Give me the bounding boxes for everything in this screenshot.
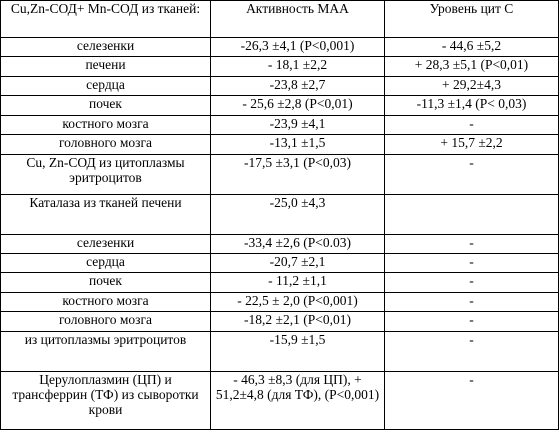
- cyt-c-value: + 15,7 ±2,2: [385, 135, 559, 154]
- header-cyt-c-level: Уровень цит С: [385, 1, 559, 38]
- header-maa-activity: Активность МАА: [211, 1, 385, 38]
- maa-value: - 18,1 ±2,2: [211, 57, 385, 76]
- row-label: селезенки: [1, 234, 211, 253]
- table-row: [1, 76, 559, 95]
- cyt-c-value: -: [385, 292, 559, 311]
- row-label: почек: [1, 96, 211, 115]
- table-row: [1, 135, 559, 154]
- cyt-c-value: -: [385, 273, 559, 292]
- header-enzyme-source: Cu,Zn-СОД+ Mn-СОД из тканей:: [1, 1, 211, 38]
- row-label: Cu, Zn-СОД из цитоплазмы эритроцитов: [1, 154, 211, 194]
- table-row: [1, 194, 559, 234]
- maa-value: - 22,5 ± 2,0 (P<0,001): [211, 292, 385, 311]
- cyt-c-value: -: [385, 234, 559, 253]
- row-label: сердца: [1, 253, 211, 272]
- table-row: [1, 154, 559, 194]
- cyt-c-value: -: [385, 253, 559, 272]
- cyt-c-value: -: [385, 154, 559, 194]
- row-label: головного мозга: [1, 312, 211, 331]
- table-row: [1, 312, 559, 331]
- row-label: Каталаза из тканей печени: [1, 194, 211, 234]
- cyt-c-value: -: [385, 331, 559, 371]
- maa-value: -17,5 ±3,1 (P<0,03): [211, 154, 385, 194]
- row-label: головного мозга: [1, 135, 211, 154]
- table-row: [1, 57, 559, 76]
- row-label: костного мозга: [1, 292, 211, 311]
- table-row: [1, 253, 559, 272]
- maa-value: -33,4 ±2,6 (P<0.03): [211, 234, 385, 253]
- maa-value: -15,9 ±1,5: [211, 331, 385, 371]
- row-label: Церулоплазмин (ЦП) и трансферрин (ТФ) из сыворотки крови: [1, 371, 211, 429]
- cyt-c-value: [385, 194, 559, 234]
- row-label: почек: [1, 273, 211, 292]
- maa-value: -23,8 ±2,7: [211, 76, 385, 95]
- table-row: [1, 115, 559, 134]
- table-row: [1, 38, 559, 57]
- row-label: селезенки: [1, 38, 211, 57]
- maa-value: - 46,3 ±8,3 (для ЦП), + 51,2±4,8 (для ТФ), (P<0,001): [211, 371, 385, 429]
- row-label: из цитоплазмы эритроцитов: [1, 331, 211, 371]
- maa-value: -20,7 ±2,1: [211, 253, 385, 272]
- table-row: [1, 234, 559, 253]
- maa-value: -13,1 ±1,5: [211, 135, 385, 154]
- maa-value: -25,0 ±4,3: [211, 194, 385, 234]
- row-label: сердца: [1, 76, 211, 95]
- cyt-c-value: + 28,3 ±5,1 (P<0,01): [385, 57, 559, 76]
- cyt-c-value: -: [385, 115, 559, 134]
- cyt-c-value: -11,3 ±1,4 (P< 0,03): [385, 96, 559, 115]
- maa-value: -23,9 ±4,1: [211, 115, 385, 134]
- table-row: [1, 273, 559, 292]
- maa-value: -26,3 ±4,1 (P<0,001): [211, 38, 385, 57]
- header-row: [1, 1, 559, 38]
- table-row: [1, 292, 559, 311]
- cyt-c-value: -: [385, 312, 559, 331]
- table-row: [1, 331, 559, 371]
- row-label: костного мозга: [1, 115, 211, 134]
- maa-value: -18,2 ±2,1 (P<0,01): [211, 312, 385, 331]
- row-label: печени: [1, 57, 211, 76]
- maa-value: - 11,2 ±1,1: [211, 273, 385, 292]
- cyt-c-value: + 29,2±4,3: [385, 76, 559, 95]
- table-row: [1, 371, 559, 429]
- cyt-c-value: -: [385, 371, 559, 429]
- maa-value: - 25,6 ±2,8 (P<0,01): [211, 96, 385, 115]
- cyt-c-value: - 44,6 ±5,2: [385, 38, 559, 57]
- table-row: [1, 96, 559, 115]
